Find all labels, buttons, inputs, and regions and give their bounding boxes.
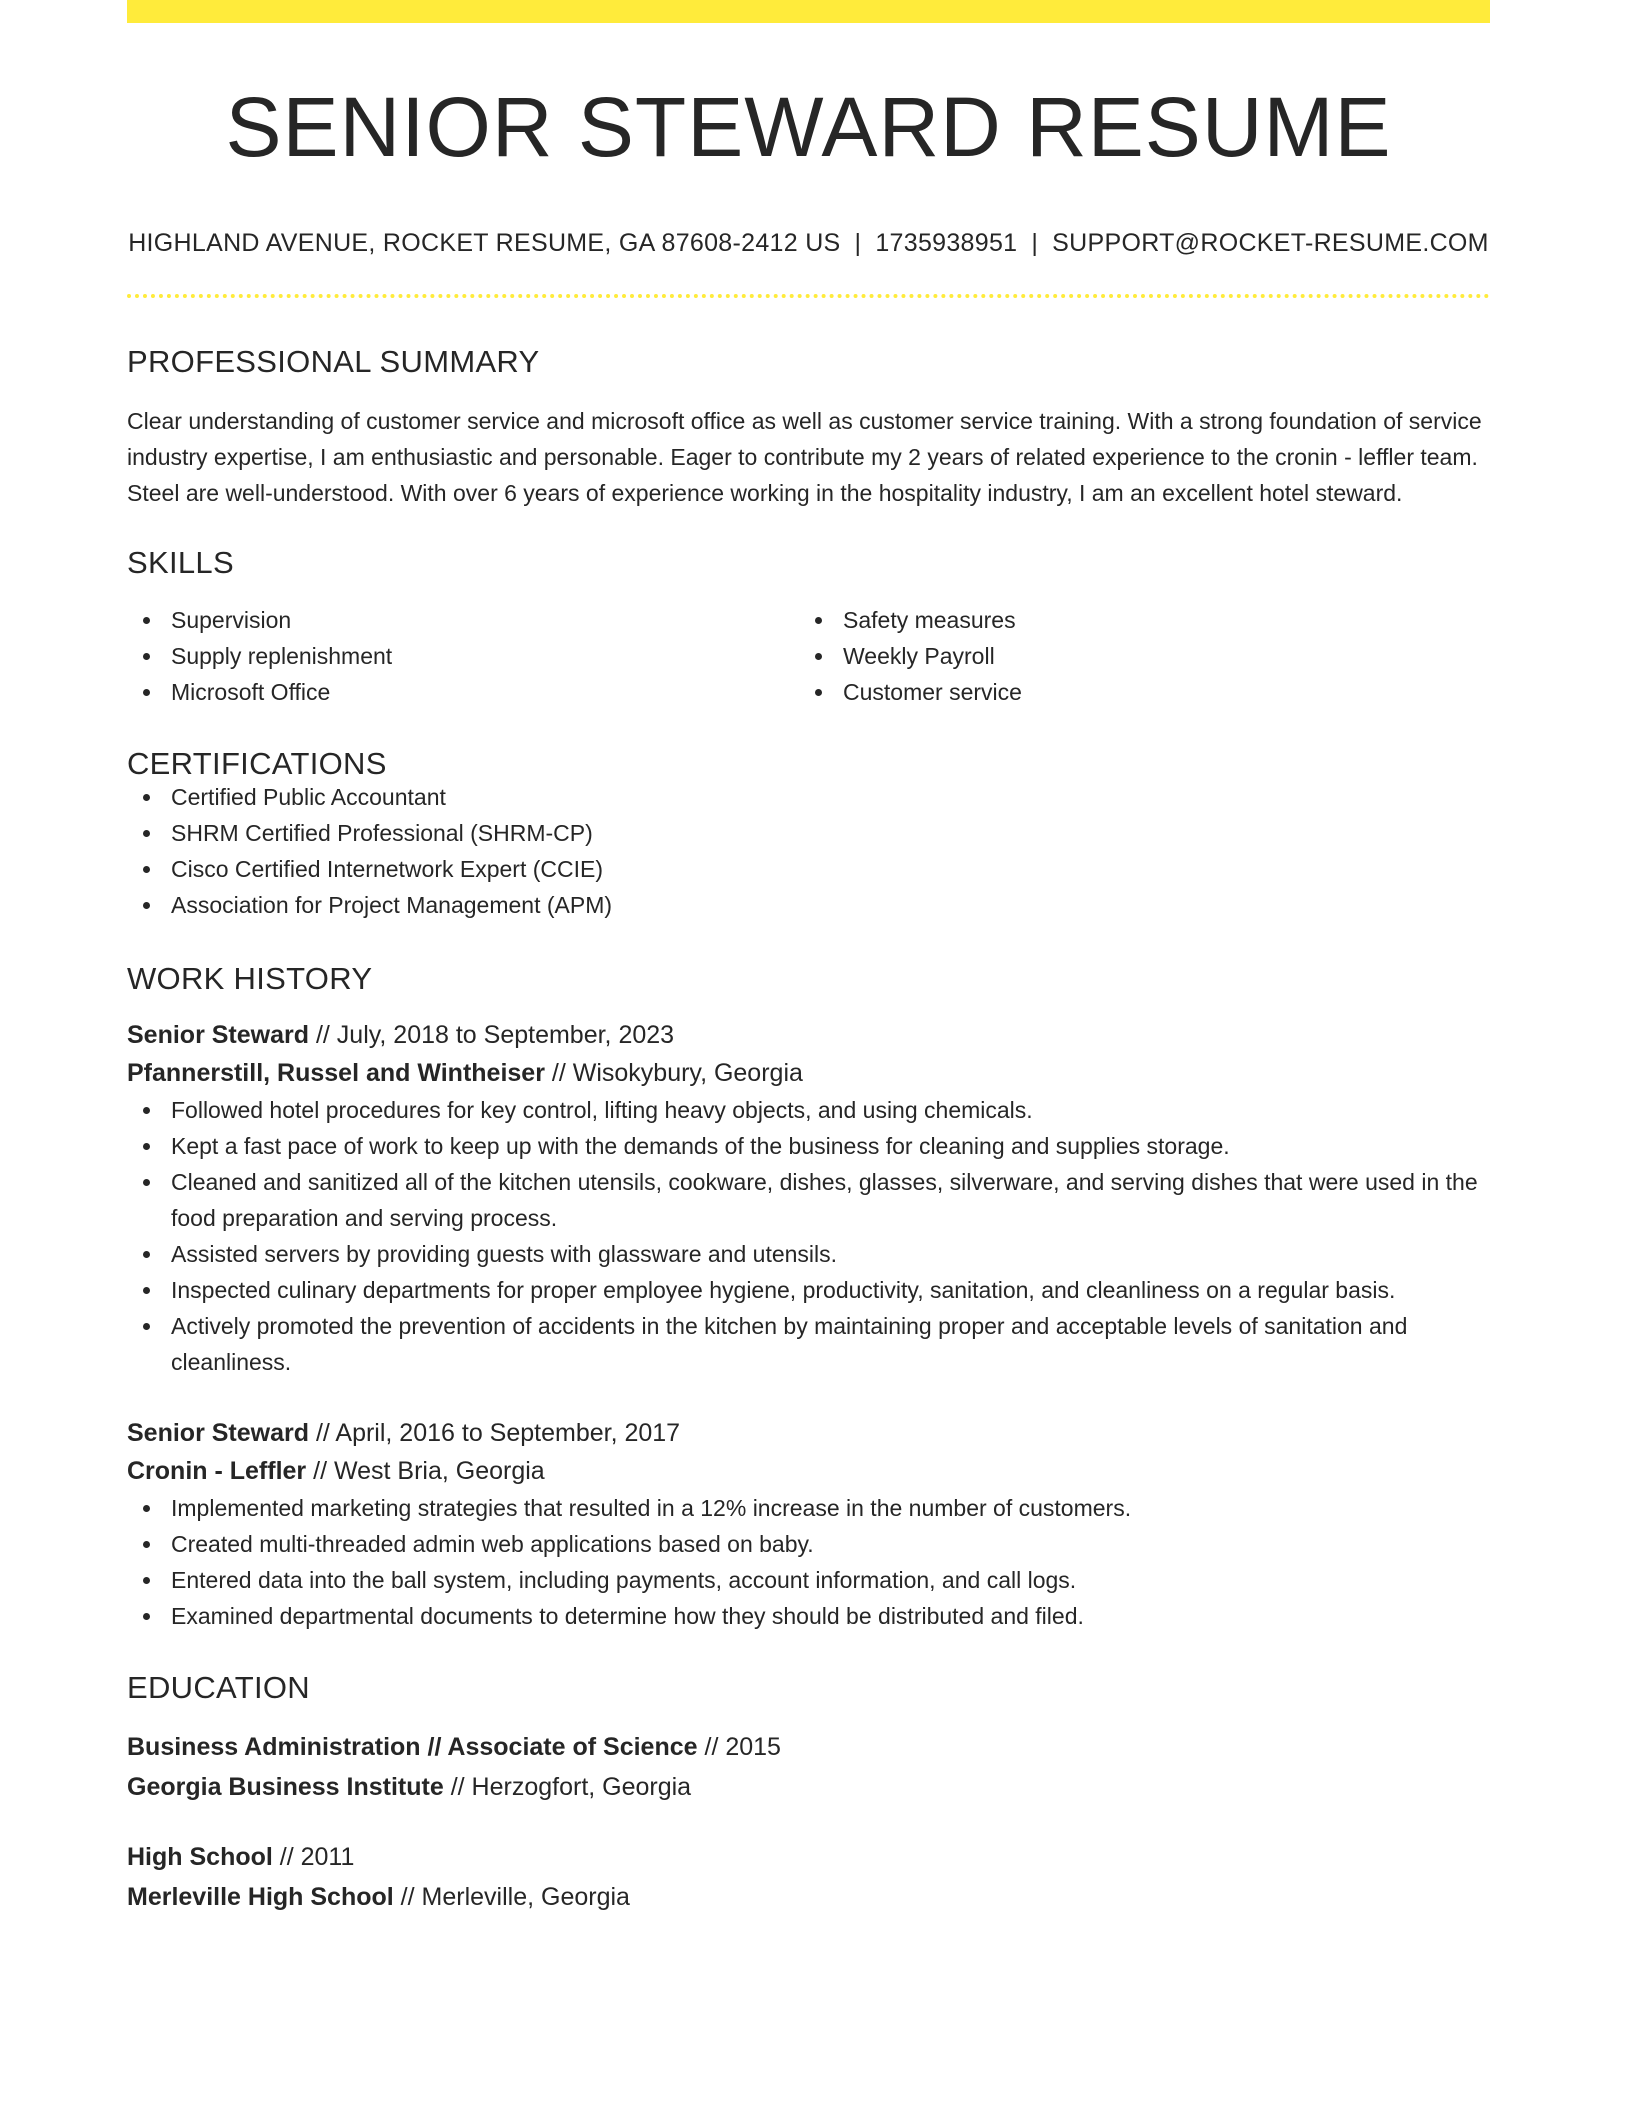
dotted-divider [127, 294, 1490, 298]
education-separator: // [272, 1843, 301, 1871]
education-degree-line [127, 1837, 1490, 1877]
skill-item: Safety measures [799, 602, 1471, 638]
certifications-list [127, 779, 1490, 923]
job-duty: Followed hotel procedures for key control, lifting heavy objects, and using chemicals. [127, 1092, 1490, 1128]
job-entry [127, 1016, 1490, 1380]
education-separator: // [697, 1733, 726, 1761]
job-company: Cronin - Leffler [127, 1457, 307, 1485]
education-school-line [127, 1767, 1490, 1807]
job-company-line [127, 1452, 1490, 1490]
job-duty: Created multi-threaded admin web applications based on baby. [127, 1526, 1490, 1562]
education-separator: // [443, 1773, 472, 1801]
skill-item: Weekly Payroll [799, 638, 1471, 674]
education-school: Georgia Business Institute [127, 1773, 444, 1801]
contact-line [127, 231, 1490, 256]
education-degree: High School [127, 1843, 273, 1871]
certifications-heading: CERTIFICATIONS [127, 746, 387, 781]
job-separator: // [309, 1419, 336, 1447]
skills-column-right [799, 602, 1471, 710]
job-separator: // [544, 1059, 573, 1087]
skill-item: Supervision [127, 602, 799, 638]
education-degree-line [127, 1727, 1490, 1767]
job-duty: Implemented marketing strategies that resulted in a 12% increase in the number of customers. [127, 1490, 1490, 1526]
job-location: Wisokybury, Georgia [572, 1059, 803, 1087]
job-title-line [127, 1414, 1490, 1452]
job-duties-list [127, 1092, 1490, 1380]
contact-separator: | [854, 229, 862, 257]
education-location: Merleville, Georgia [421, 1883, 630, 1911]
contact-address: HIGHLAND AVENUE, ROCKET RESUME, GA 87608-2412 US [128, 229, 841, 257]
skill-item: Customer service [799, 674, 1471, 710]
education-school-line [127, 1877, 1490, 1917]
job-duty: Entered data into the ball system, including payments, account information, and call logs. [127, 1562, 1490, 1598]
contact-phone: 1735938951 [875, 229, 1018, 257]
job-location: West Bria, Georgia [333, 1457, 545, 1485]
education-separator: // [393, 1883, 422, 1911]
certification-item: Certified Public Accountant [127, 779, 1490, 815]
skills-heading: SKILLS [127, 545, 234, 580]
education-school: Merleville High School [127, 1883, 394, 1911]
certification-item: SHRM Certified Professional (SHRM-CP) [127, 815, 1490, 851]
education-heading: EDUCATION [127, 1670, 310, 1705]
job-duty: Examined departmental documents to determine how they should be distributed and filed. [127, 1598, 1490, 1634]
contact-email: SUPPORT@ROCKET-RESUME.COM [1052, 229, 1489, 257]
accent-top-bar [127, 0, 1490, 23]
skills-grid [127, 602, 1490, 710]
job-title: Senior Steward [127, 1021, 309, 1049]
summary-heading: PROFESSIONAL SUMMARY [127, 344, 540, 379]
certification-item: Association for Project Management (APM) [127, 887, 1490, 923]
education-degree: Business Administration // Associate of Science [127, 1733, 698, 1761]
job-entry [127, 1414, 1490, 1634]
resume-page [127, 0, 1490, 1917]
skill-item: Microsoft Office [127, 674, 799, 710]
certification-item: Cisco Certified Internetwork Expert (CCIE) [127, 851, 1490, 887]
job-duty: Cleaned and sanitized all of the kitchen utensils, cookware, dishes, glasses, silverware, and serving dishes that were used in the food preparation and serving process. [127, 1164, 1490, 1236]
job-separator: // [306, 1457, 334, 1485]
contact-separator: | [1031, 229, 1039, 257]
education-entry [127, 1837, 1490, 1917]
resume-title: SENIOR STEWARD RESUME [225, 80, 1392, 174]
education-year: 2011 [300, 1843, 355, 1871]
education-entry [127, 1727, 1490, 1807]
job-company-line [127, 1054, 1490, 1092]
education-location: Herzogfort, Georgia [471, 1773, 692, 1801]
job-dates: April, 2016 to September, 2017 [335, 1419, 681, 1447]
job-dates: July, 2018 to September, 2023 [336, 1021, 675, 1049]
work-history-heading: WORK HISTORY [127, 961, 373, 996]
job-duties-list [127, 1490, 1490, 1634]
job-duty: Inspected culinary departments for proper employee hygiene, productivity, sanitation, and cleanliness on a regular basis. [127, 1272, 1490, 1308]
job-title-line [127, 1016, 1490, 1054]
job-company: Pfannerstill, Russel and Wintheiser [127, 1059, 545, 1087]
job-separator: // [309, 1021, 337, 1049]
job-title: Senior Steward [127, 1419, 309, 1447]
education-year: 2015 [725, 1733, 781, 1761]
skills-column-left [127, 602, 799, 710]
job-duty: Assisted servers by providing guests with glassware and utensils. [127, 1236, 1490, 1272]
skill-item: Supply replenishment [127, 638, 799, 674]
job-duty: Actively promoted the prevention of accidents in the kitchen by maintaining proper and acceptable levels of sanitation and cleanliness. [127, 1308, 1490, 1380]
summary-text: Clear understanding of customer service and microsoft office as well as customer service training. With a strong foundation of service industry expertise, I am enthusiastic and personable. Eager to contribute my 2 years of related experience to the cronin - leffler team. Steel are well-understood. With over 6 years of experience working in the hospitality industry, I am an excellent hotel steward. [127, 408, 1482, 506]
job-duty: Kept a fast pace of work to keep up with the demands of the business for cleaning and supplies storage. [127, 1128, 1490, 1164]
